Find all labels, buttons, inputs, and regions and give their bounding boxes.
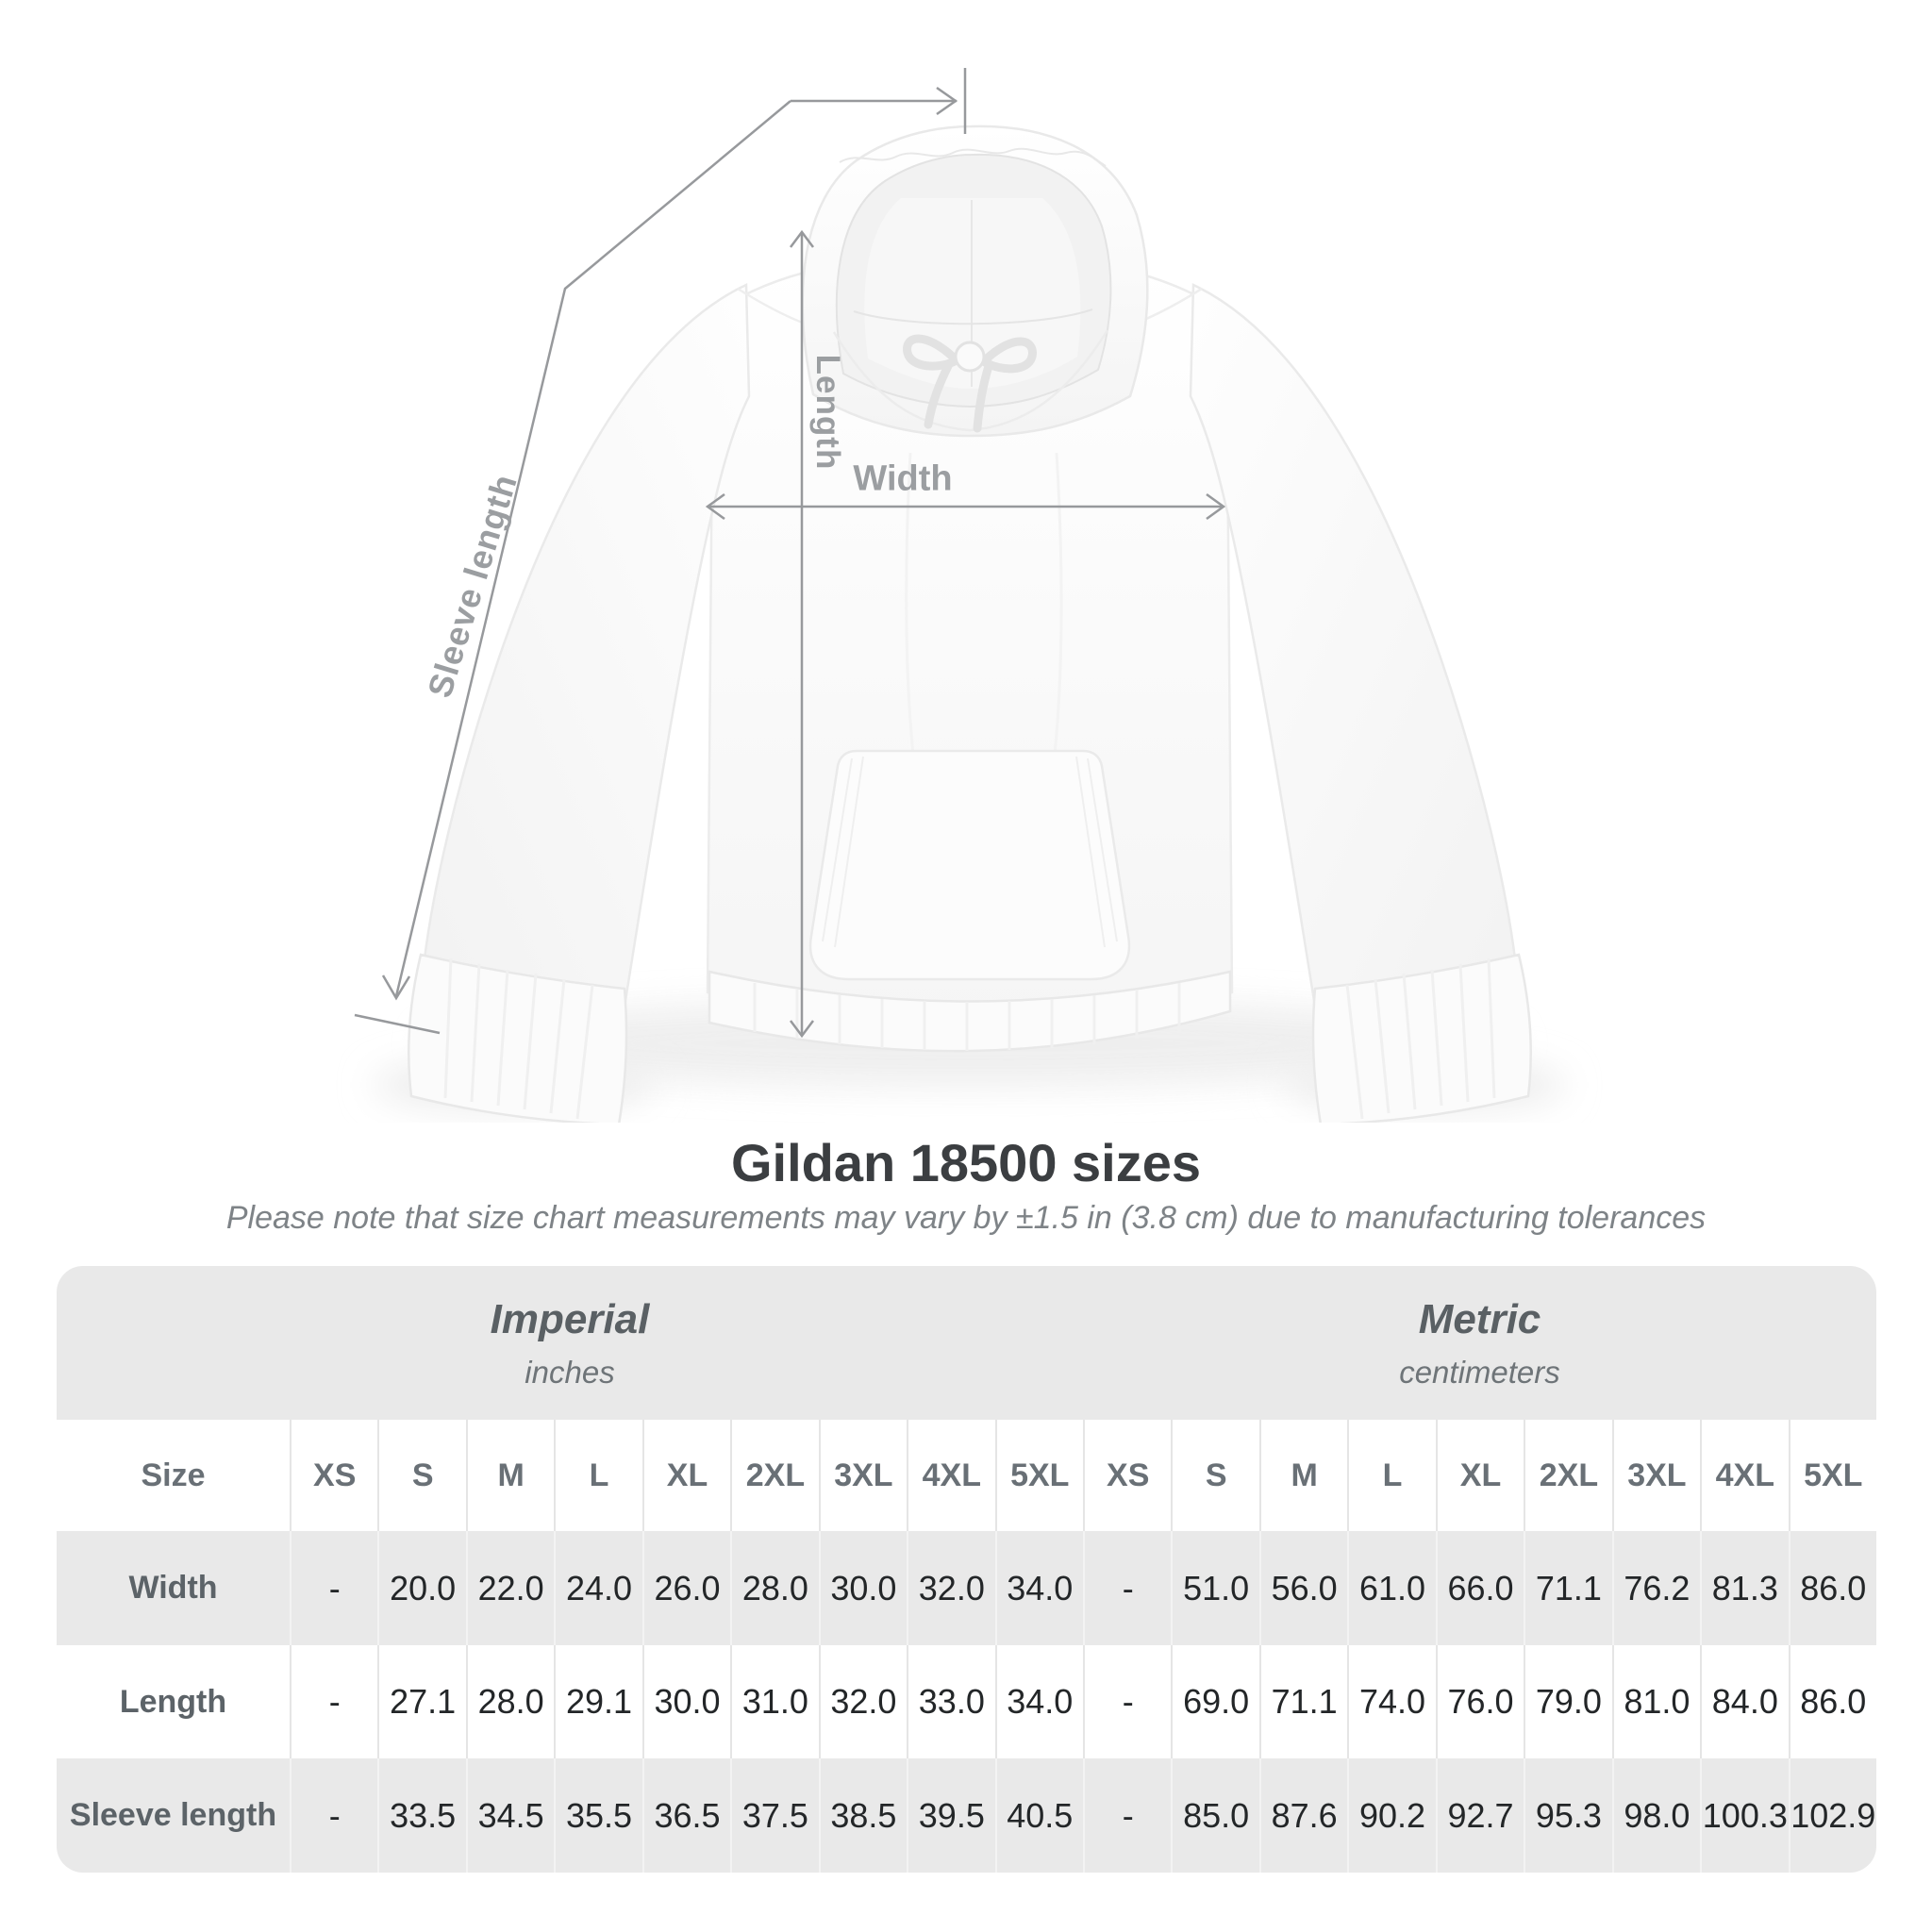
table-cell: 76.2: [1612, 1531, 1700, 1645]
table-cell: 22.0: [466, 1531, 554, 1645]
table-cell: -: [290, 1645, 377, 1758]
kangaroo-pocket: [810, 751, 1129, 979]
size-header: 3XL: [1612, 1420, 1700, 1531]
table-cell: 38.5: [819, 1758, 907, 1873]
table-cell: 20.0: [377, 1531, 465, 1645]
table-cell: 33.0: [907, 1645, 994, 1758]
right-sleeve: [1191, 285, 1516, 1030]
size-header: 5XL: [995, 1420, 1083, 1531]
row-label-length: Length: [57, 1645, 290, 1758]
size-header: XL: [1436, 1420, 1524, 1531]
table-cell: 87.6: [1259, 1758, 1347, 1873]
table-cell: 51.0: [1171, 1531, 1258, 1645]
table-cell: 56.0: [1259, 1531, 1347, 1645]
size-header: M: [466, 1420, 554, 1531]
table-cell: -: [290, 1758, 377, 1873]
table-cell: 24.0: [554, 1531, 641, 1645]
table-cell: 29.1: [554, 1645, 641, 1758]
unit-group-imperial: [57, 1266, 1083, 1420]
table-cell: 28.0: [730, 1531, 818, 1645]
size-header: 3XL: [819, 1420, 907, 1531]
table-cell: 34.0: [995, 1531, 1083, 1645]
table-cell: 84.0: [1700, 1645, 1788, 1758]
size-header: 5XL: [1789, 1420, 1876, 1531]
page-subtitle: Please note that size chart measurements may vary by ±1.5 in (3.8 cm) due to manufacturing tolerances: [225, 1200, 1707, 1236]
unit-group-unit: centimeters: [1399, 1354, 1560, 1390]
row-label-width: Width: [57, 1531, 290, 1645]
table-cell: 95.3: [1524, 1758, 1611, 1873]
table-cell: -: [1083, 1531, 1171, 1645]
page-title: Gildan 18500 sizes: [730, 1133, 1202, 1192]
width-measure-label: Width: [853, 458, 953, 499]
unit-group-name: Imperial: [490, 1295, 650, 1342]
table-cell: 79.0: [1524, 1645, 1611, 1758]
table-cell: 32.0: [907, 1531, 994, 1645]
length-measure-label: Length: [809, 354, 846, 471]
table-cell: 71.1: [1259, 1645, 1347, 1758]
table-cell: 34.5: [466, 1758, 554, 1873]
table-cell: 39.5: [907, 1758, 994, 1873]
table-cell: 90.2: [1347, 1758, 1435, 1873]
table-cell: 30.0: [642, 1645, 730, 1758]
left-sleeve: [424, 285, 749, 1030]
size-column-header: Size: [57, 1420, 290, 1531]
size-table: [57, 1266, 1876, 1873]
size-header: L: [1347, 1420, 1435, 1531]
table-cell: 35.5: [554, 1758, 641, 1873]
table-cell: 26.0: [642, 1531, 730, 1645]
size-header: M: [1259, 1420, 1347, 1531]
unit-group-unit: inches: [525, 1354, 615, 1390]
table-cell: 85.0: [1171, 1758, 1258, 1873]
hood: [803, 126, 1148, 436]
table-cell: 86.0: [1789, 1531, 1876, 1645]
table-cell: 81.3: [1700, 1531, 1788, 1645]
table-cell: 102.9: [1789, 1758, 1876, 1873]
table-cell: 27.1: [377, 1645, 465, 1758]
unit-group-metric: [1083, 1266, 1876, 1420]
table-cell: -: [290, 1531, 377, 1645]
table-cell: 66.0: [1436, 1531, 1524, 1645]
size-header: L: [554, 1420, 641, 1531]
table-cell: 61.0: [1347, 1531, 1435, 1645]
row-label-sleeve-length: Sleeve length: [57, 1758, 290, 1873]
size-header: 4XL: [1700, 1420, 1788, 1531]
size-header: XS: [1083, 1420, 1171, 1531]
table-cell: 81.0: [1612, 1645, 1700, 1758]
table-cell: 28.0: [466, 1645, 554, 1758]
table-cell: 74.0: [1347, 1645, 1435, 1758]
table-cell: 100.3: [1700, 1758, 1788, 1873]
table-cell: 98.0: [1612, 1758, 1700, 1873]
size-header: XL: [642, 1420, 730, 1531]
table-cell: 69.0: [1171, 1645, 1258, 1758]
table-cell: 31.0: [730, 1645, 818, 1758]
table-cell: 71.1: [1524, 1531, 1611, 1645]
size-header: XS: [290, 1420, 377, 1531]
table-cell: 76.0: [1436, 1645, 1524, 1758]
table-cell: 34.0: [995, 1645, 1083, 1758]
size-header: 4XL: [907, 1420, 994, 1531]
size-header: 2XL: [1524, 1420, 1611, 1531]
table-cell: 32.0: [819, 1645, 907, 1758]
table-cell: -: [1083, 1758, 1171, 1873]
size-header: S: [1171, 1420, 1258, 1531]
table-cell: 36.5: [642, 1758, 730, 1873]
drawstring-knot: [956, 342, 984, 371]
table-cell: 92.7: [1436, 1758, 1524, 1873]
table-cell: 37.5: [730, 1758, 818, 1873]
size-header: 2XL: [730, 1420, 818, 1531]
table-cell: 40.5: [995, 1758, 1083, 1873]
size-header: S: [377, 1420, 465, 1531]
table-cell: 30.0: [819, 1531, 907, 1645]
unit-group-name: Metric: [1418, 1295, 1541, 1342]
table-cell: 86.0: [1789, 1645, 1876, 1758]
table-cell: -: [1083, 1645, 1171, 1758]
table-cell: 33.5: [377, 1758, 465, 1873]
sleeve-length-measure-label: Sleeve length: [420, 469, 525, 703]
